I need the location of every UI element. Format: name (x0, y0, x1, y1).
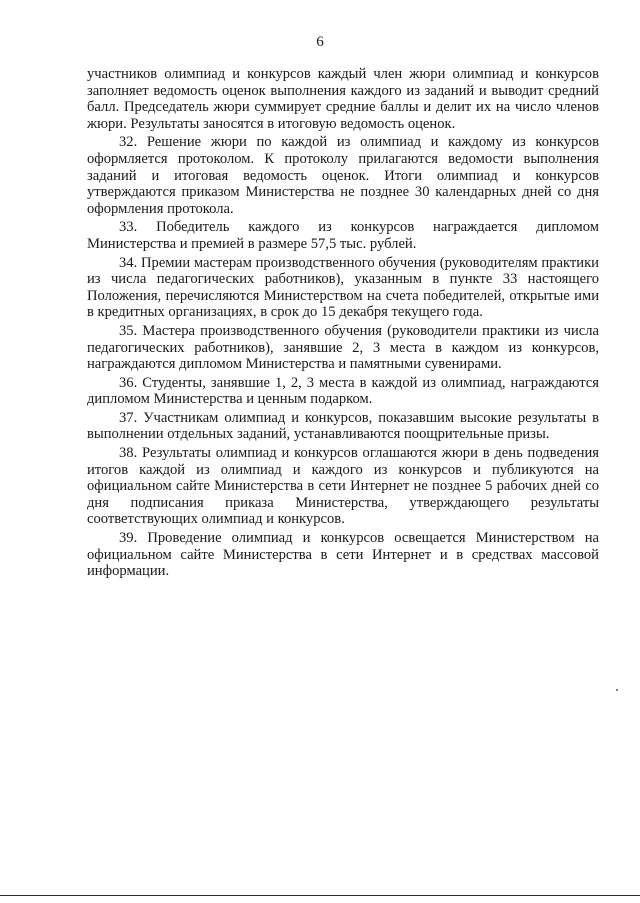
paragraph-34: 34. Премии мастерам производственного обучения (руководителям практики из числа педагогических работников), указанным в пункте 33 настоящего Положения, перечисляются Министерством на счета победителей, открытые ими в кредитных организациях, в срок до 15 декабря текущего года. (87, 254, 599, 321)
paragraph-32: 32. Решение жюри по каждой из олимпиад и каждому из конкурсов оформляется протоколом. К протоколу прилагаются ведомости выполнения заданий и итоговая ведомость оценок. Итоги олимпиад и конкурсов утверждаются приказом Министерства не позднее 30 календарных дней со дня оформления протокола. (87, 134, 599, 217)
bottom-border-line (0, 895, 640, 896)
paragraph-38: 38. Результаты олимпиад и конкурсов оглашаются жюри в день подведения итогов каждой из олимпиад и каждого из конкурсов и публикуются на официальном сайте Министерства в сети Интернет не позднее 5 рабочих дней со дня подписания приказа Министерства, утверждающего результаты соответствующих олимпиад и конкурсов. (87, 445, 599, 528)
scan-speck (616, 689, 618, 691)
paragraph-33: 33. Победитель каждого из конкурсов награждается дипломом Министерства и премией в размере 57,5 тыс. рублей. (87, 219, 599, 252)
paragraph-37: 37. Участникам олимпиад и конкурсов, показавшим высокие результаты в выполнении отдельных заданий, устанавливаются поощрительные призы. (87, 409, 599, 443)
paragraph-continuation: участников олимпиад и конкурсов каждый член жюри олимпиад и конкурсов заполняет ведомость оценок выполнения каждого из заданий и выводит средний балл. Председатель жюри суммирует средние баллы и делит их на число членов жюри. Результаты заносятся в итоговую ведомость оценок. (87, 66, 599, 132)
paragraph-39: 39. Проведение олимпиад и конкурсов освещается Министерством на официальном сайте Министерства в сети Интернет и в средствах массовой информации. (87, 530, 599, 580)
document-body (87, 66, 599, 582)
paragraph-36: 36. Студенты, занявшие 1, 2, 3 места в каждой из олимпиад, награждаются дипломом Министерства и ценным подарком. (87, 374, 599, 408)
page-number: 6 (316, 34, 324, 50)
paragraph-35: 35. Мастера производственного обучения (руководители практики из числа педагогических работников), занявшие 2, 3 места в каждом из конкурсов, награждаются дипломом Министерства и памятными сувенирами. (87, 322, 599, 373)
